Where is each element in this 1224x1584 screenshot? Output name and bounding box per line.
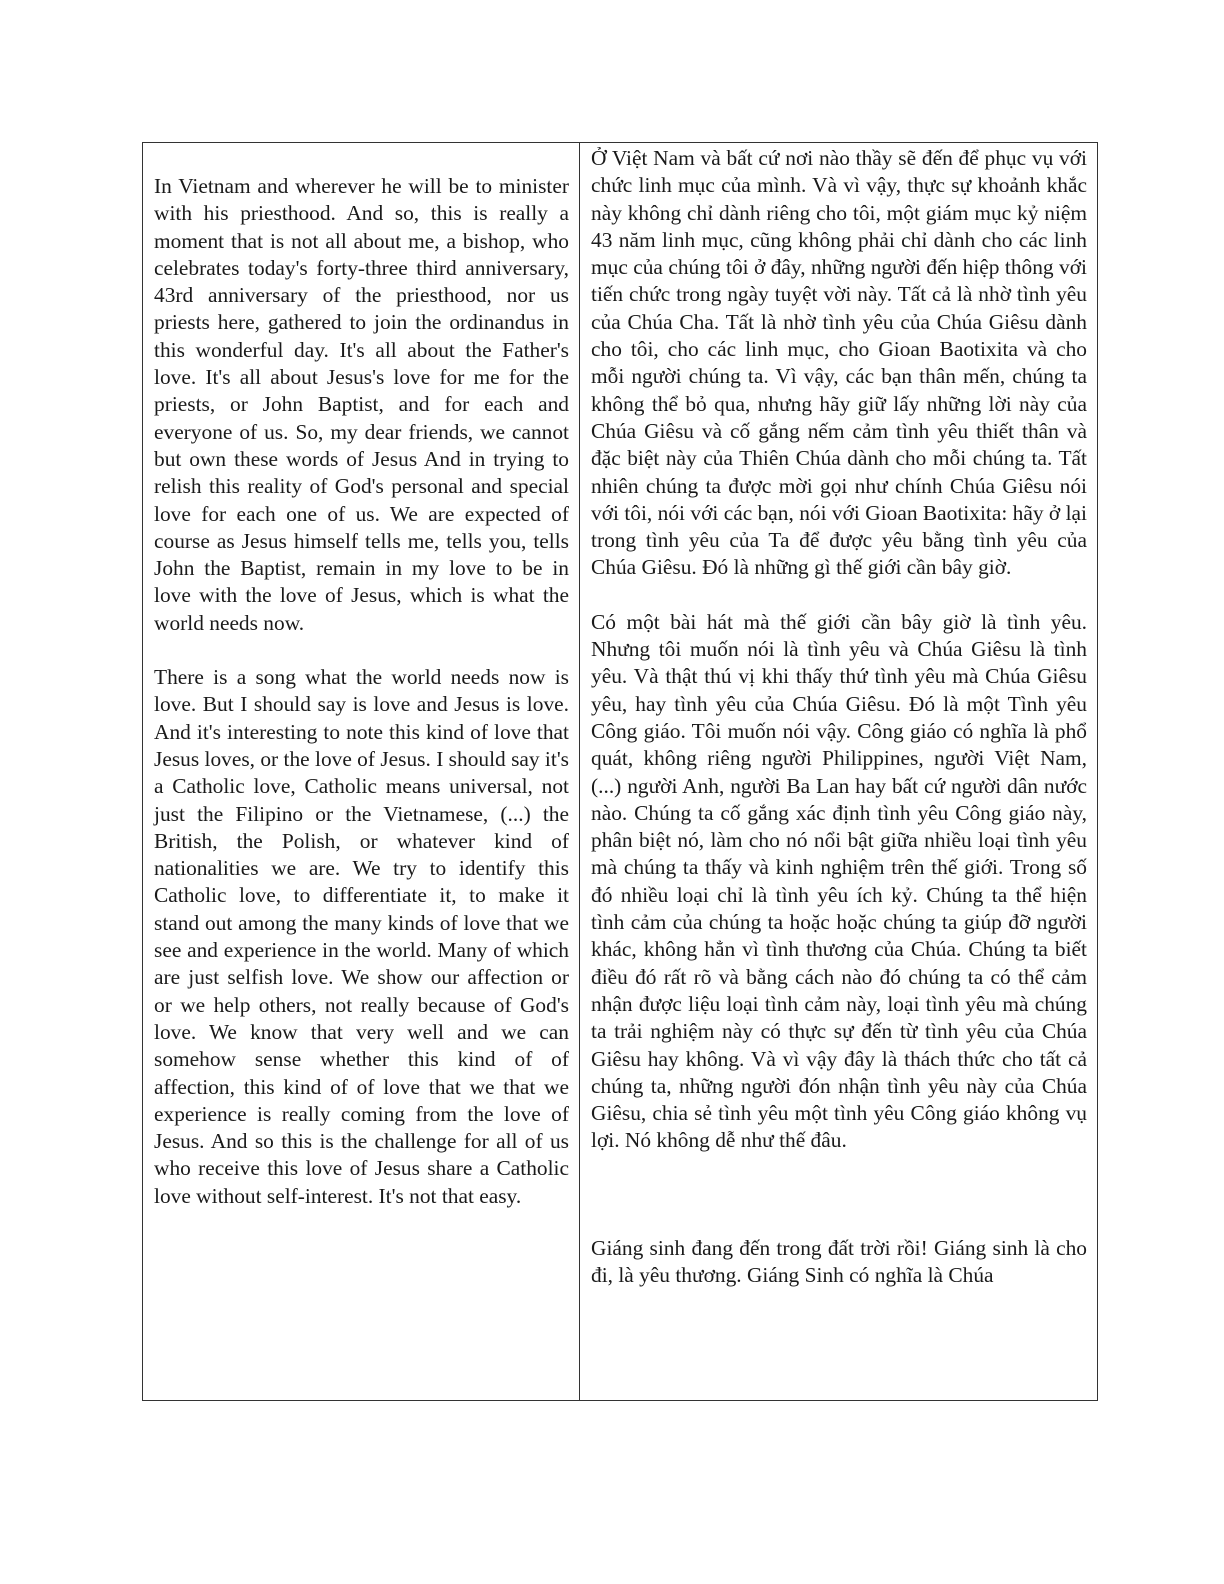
vietnamese-paragraph-1: Ở Việt Nam và bất cứ nơi nào thầy sẽ đến để phục vụ với chức linh mục của mình. Và vì vậy, thực sự khoảnh khắc này không chỉ dành riêng cho tôi, một giám mục kỷ niệm 43 năm linh mục, cũng không phải chỉ dành cho các linh mục của chúng tôi ở đây, những người đến hiệp thông với tiến chức trong ngày tuyệt vời này. Tất cả là nhờ tình yêu của Chúa Cha. Tất là nhờ tình yêu của Chúa Giêsu dành cho tôi, cho các linh mục, cho Gioan Baotixita và cho mỗi người chúng ta. Vì vậy, các bạn thân mến, chúng ta không thể bỏ qua, nhưng hãy giữ lấy những lời này của Chúa Giêsu và cố gắng nếm cảm tình yêu thiết thân và đặc biệt này của Thiên Chúa dành cho mỗi chúng ta. Tất nhiên chúng ta được mời gọi như chính Chúa Giêsu nói với tôi, nói với các bạn, nói với Gioan Baotixita: hãy ở lại trong tình yêu của Ta để được yêu bằng tình yêu của Chúa Giêsu. Đó là những gì thế giới cần bây giờ.: [591, 146, 1087, 580]
english-paragraph-2: There is a song what the world needs now is love. But I should say is love and Jesus is love. And it's interesting to note this kind of love that Jesus loves, or the love of Jesus. I should say it's a Catholic love, Catholic means universal, not just the Filipino or the Vietnamese, (...) the British, the Polish, or whatever kind of nationalities we are. We try to identify this Catholic love, to differentiate it, to make it stand out among the many kinds of love that we see and experience in the world. Many of which are just selfish love. We show our affection or or we help others, not really because of God's love. We know that very well and we can somehow sense whether this kind of of affection, this kind of of love that we that we experience is really coming from the love of Jesus. And so this is the challenge for all of us who receive this love of Jesus share a Catholic love without self-interest. It's not that easy.: [154, 665, 569, 1208]
table-row: [143, 143, 1098, 1401]
vietnamese-column: [580, 143, 1098, 1401]
vietnamese-paragraph-2: Có một bài hát mà thế giới cần bây giờ là tình yêu. Nhưng tôi muốn nói là tình yêu và Chúa Giêsu là tình yêu. Và thật thú vị khi thấy thứ tình yêu mà Chúa Giêsu yêu, hay tình yêu của Chúa Giêsu. Đó là một Tình yêu Công giáo. Tôi muốn nói vậy. Công giáo có nghĩa là phổ quát, không riêng người Philippines, người Việt Nam, (...) người Anh, người Ba Lan hay bất cứ người dân nước nào. Chúng ta cố gắng xác định tình yêu Công giáo này, phân biệt nó, làm cho nó nổi bật giữa nhiều loại tình yêu mà chúng ta thấy và kinh nghiệm trên thế giới. Trong số đó nhiều loại chỉ là tình yêu ích kỷ. Chúng ta thể hiện tình cảm của chúng ta hoặc hoặc chúng ta giúp đỡ người khác, không hẳn vì tình thương của Chúa. Chúng ta biết điều đó rất rõ và bằng cách nào đó chúng ta có thể cảm nhận được liệu loại tình cảm này, loại tình yêu mà chúng ta trải nghiệm này có thực sự đến từ tình yêu của Chúa Giêsu hay không. Và vì vậy đây là thách thức cho tất cả chúng ta, những người đón nhận tình yêu này của Chúa Giêsu, chia sẻ tình yêu một tình yêu Công giáo không vụ lợi. Nó không dễ như thế đâu.: [591, 609, 1087, 1153]
english-column: [143, 143, 580, 1401]
english-paragraph-1: In Vietnam and wherever he will be to minister with his priesthood. And so, this is really a moment that is not all about me, a bishop, who celebrates today's forty-three third anniversary, 43rd anniversary of the priesthood, nor us priests here, gathered to join the ordinandus in this wonderful day. It's all about the Father's love. It's all about Jesus's love for me for the priests, or John Baptist, and for each and everyone of us. So, my dear friends, we cannot but own these words of Jesus And in trying to relish this reality of God's personal and special love for each one of us. We are expected of course as Jesus himself tells me, tells you, tells John the Baptist, remain in my love to be in love with the love of Jesus, which is what the world needs now.: [154, 174, 569, 635]
vietnamese-paragraph-3: Giáng sinh đang đến trong đất trời rồi! Giáng sinh là cho đi, là yêu thương. Giáng Sinh có nghĩa là Chúa: [591, 1235, 1087, 1287]
bilingual-table: [142, 142, 1098, 1401]
